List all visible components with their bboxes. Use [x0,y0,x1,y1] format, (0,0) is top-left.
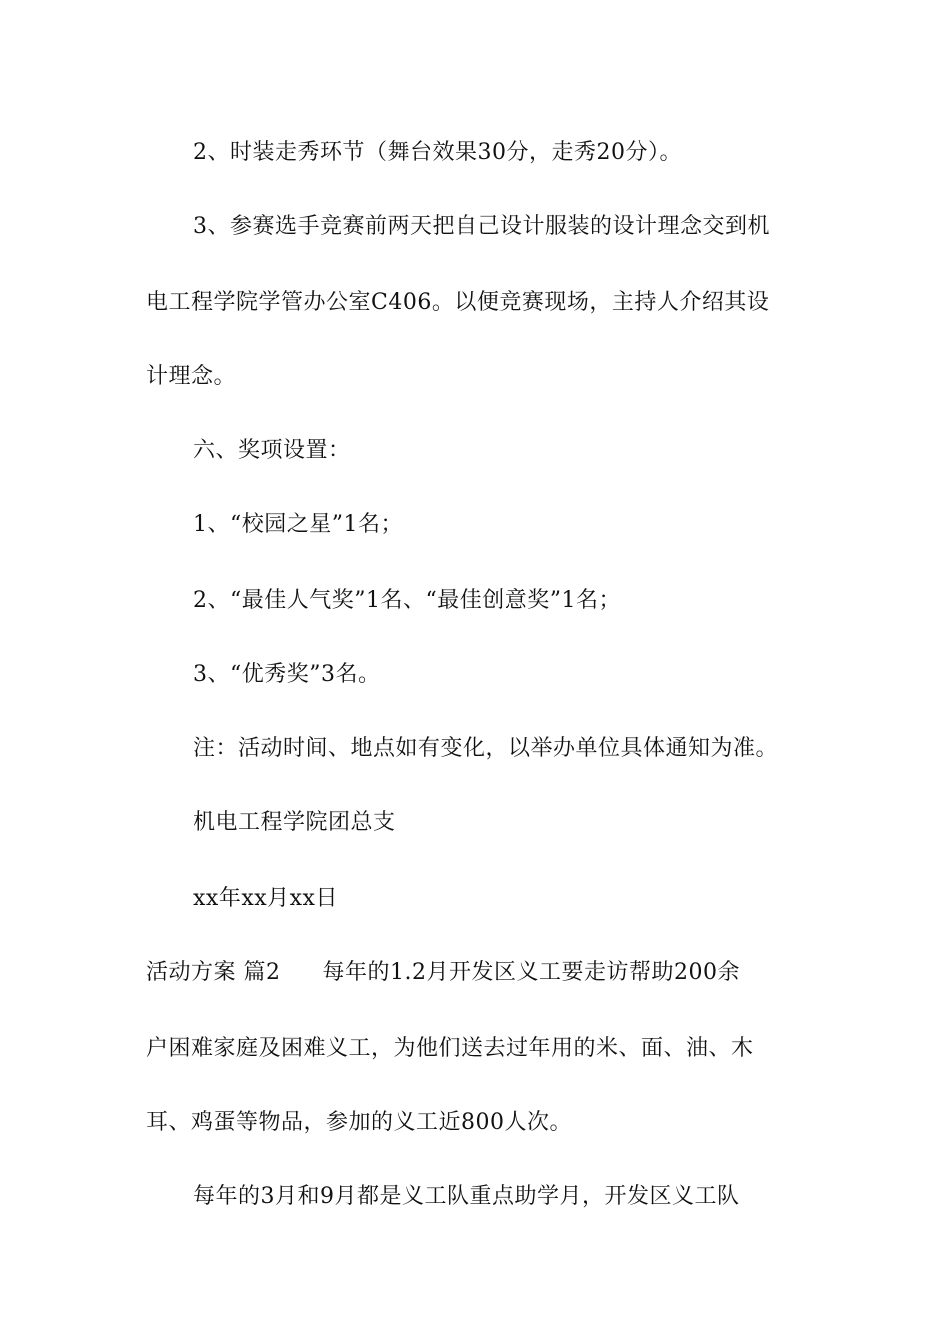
paragraph-line: 户困难家庭及困难义工，为他们送去过年用的米、面、油、木 [146,1036,754,1061]
section-heading: 六、奖项设置： [193,438,351,463]
paragraph-line: 电工程学院学管办公室C406。以便竞赛现场，主持人介绍其设 [146,290,770,315]
paragraph-line [146,958,740,988]
paragraph-text: 每年的1.2月开发区义工要走访帮助200余 [322,960,740,985]
list-item: 3、“优秀奖”3名。 [193,662,381,687]
note-line: 注：活动时间、地点如有变化，以举办单位具体通知为准。 [193,736,779,761]
section-title: 活动方案 篇2 [146,960,281,985]
paragraph-line: 计理念。 [146,364,237,389]
list-item: 2、“最佳人气奖”1名、“最佳创意奖”1名； [193,588,621,613]
paragraph-line: 2、时装走秀环节（舞台效果30分，走秀20分）。 [193,140,682,165]
signature-date: xx年xx月xx日 [193,886,338,911]
paragraph-line: 3、参赛选手竞赛前两天把自己设计服装的设计理念交到机 [193,214,770,239]
paragraph-line: 耳、鸡蛋等物品，参加的义工近800人次。 [146,1110,572,1135]
paragraph-line: 每年的3月和9月都是义工队重点助学月，开发区义工队 [193,1184,740,1209]
signature-org: 机电工程学院团总支 [193,810,396,835]
list-item: 1、“校园之星”1名； [193,512,403,537]
